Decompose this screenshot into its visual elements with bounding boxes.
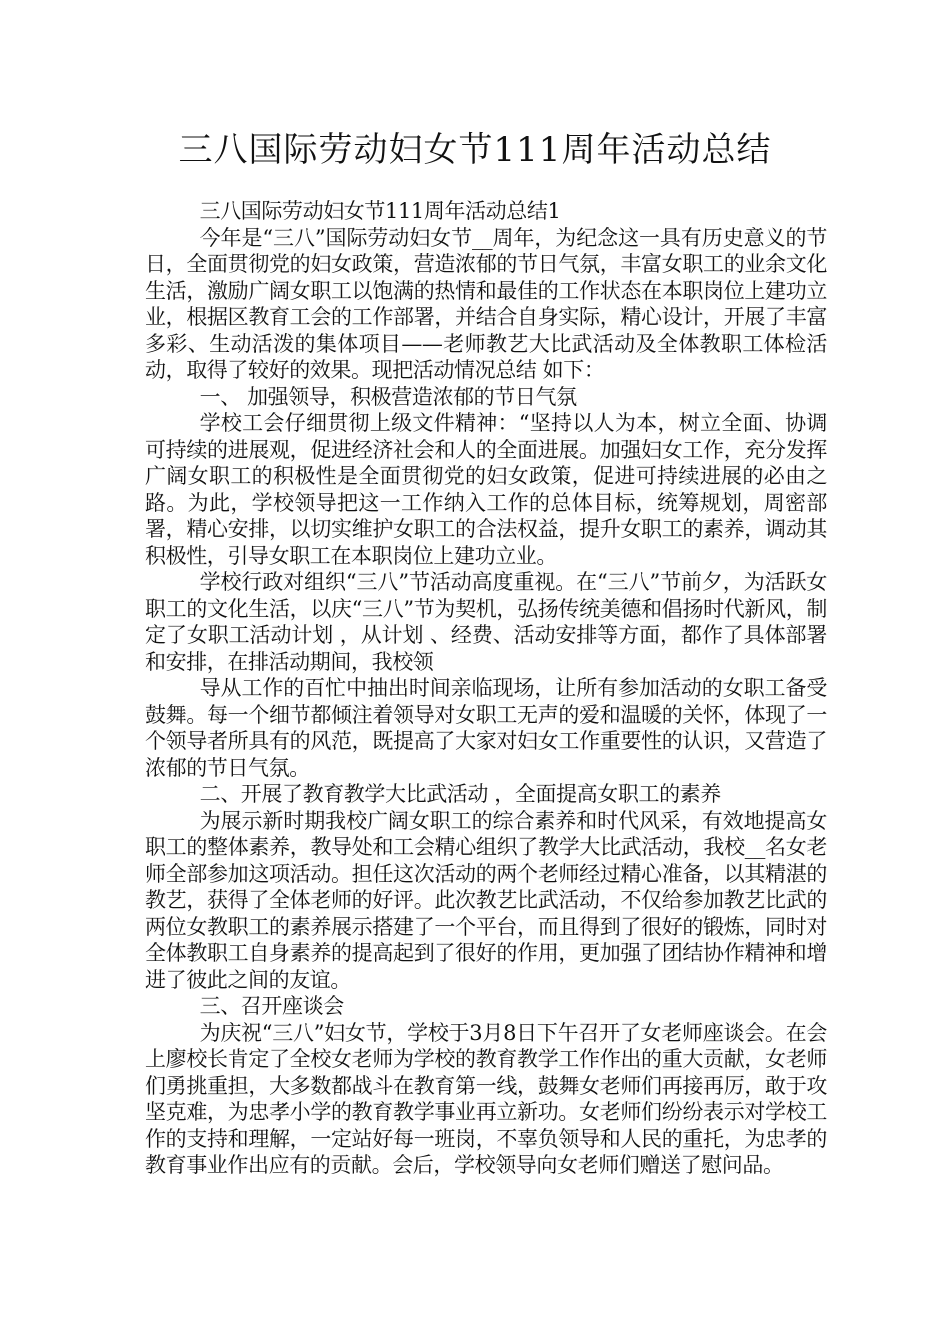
paragraph: 导从工作的百忙中抽出时间亲临现场，让所有参加活动的女职工备受鼓舞。每一个细节都倾注着领导对女职工无声的爱和温暖的关怀，体现了一个领导者所具有的风范，既提高了大家对妇女工作重要性的认识，又营造了浓郁的节日气氛。 — [145, 676, 827, 780]
section-heading-3: 三、召开座谈会 — [199, 994, 344, 1018]
document-body — [145, 198, 827, 1179]
paragraph: 学校工会仔细贯彻上级文件精神：“坚持以人为本，树立全面、协调可持续的进展观，促进经济社会和人的全面进展。加强妇女工作，充分发挥广阔女职工的积极性是全面贯彻党的妇女政策，促进可持续进展的必由之路。为此，学校领导把这一工作纳入工作的总体目标，统筹规划，周密部署，精心安排，以切实维护女职工的合法权益，提升女职工的素养，调动其积极性，引导女职工在本职岗位上建功立业。 — [145, 411, 827, 568]
section-heading-1: 一、 加强领导，积极营造浓郁的节日气氛 — [199, 384, 577, 409]
paragraph-intro: 今年是“三八”国际劳动妇女节__周年，为纪念这一具有历史意义的节日，全面贯彻党的妇女政策，营造浓郁的节日气氛，丰富女职工的业余文化生活，激励广阔女职工以饱满的热情和最佳的工作状态在本职岗位上建功立业，根据区教育工会的工作部署，并结合自身实际，精心设计，开展了丰富多彩、生动活泼的集体项目——老师教艺大比武活动及全体教职工体检活动，取得了较好的效果。现把活动情况总结 如下： — [145, 225, 827, 382]
paragraph: 为展示新时期我校广阔女职工的综合素养和时代风采，有效地提高女职工的整体素养，教导处和工会精心组织了教学大比武活动，我校__名女老师全部参加这项活动。担任这次活动的两个老师经过精心准备，以其精湛的教艺，获得了全体老师的好评。此次教艺比武活动，不仅给参加教艺比武的两位女教职工的素养展示搭建了一个平台，而且得到了很好的锻炼，同时对全体教职工自身素养的提高起到了很好的作用，更加强了团结协作精神和增进了彼此之间的友谊。 — [145, 808, 827, 992]
document-title: 三八国际劳动妇女节111周年活动总结 — [178, 130, 772, 170]
paragraph: 学校行政对组织“三八”节活动高度重视。在“三八”节前夕，为活跃女职工的文化生活，以庆“三八”节为契机，弘扬传统美德和倡扬时代新风，制定了女职工活动计划 ，从计划 、经费、活动安排等方面，都作了具体部署和安排，在排活动期间，我校领 — [145, 570, 827, 674]
paragraph-subtitle: 三八国际劳动妇女节111周年活动总结1 — [199, 199, 561, 223]
paragraph: 为庆祝“三八”妇女节，学校于3月8日下午召开了女老师座谈会。在会上廖校长肯定了全校女老师为学校的教育教学工作作出的重大贡献，女老师们勇挑重担，大多数都战斗在教育第一线，鼓舞女老师们再接再厉，敢于攻坚克难，为忠孝小学的教育教学事业再立新功。女老师们纷纷表示对学校工作的支持和理解，一定站好每一班岗，不辜负领导和人民的重托，为忠孝的教育事业作出应有的贡献。会后，学校领导向女老师们赠送了慰问品。 — [145, 1020, 827, 1177]
section-heading-2: 二、开展了教育教学大比武活动 ，全面提高女职工的素养 — [199, 782, 721, 806]
